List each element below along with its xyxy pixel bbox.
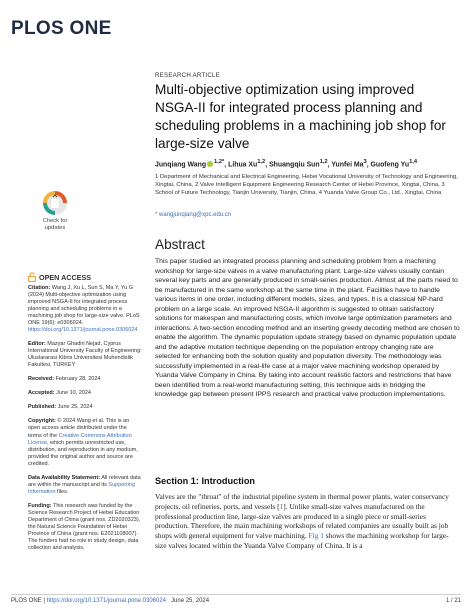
- copyright-block: [28, 418, 142, 467]
- supporting-info-link[interactable]: Supporting Information: [28, 481, 136, 495]
- abstract-heading: Abstract: [155, 237, 205, 252]
- intro-text-b: ]. Unlike small-size valves manufactured on the professional production line, large-size valves are produced in a single piece or small-series production. Therefore, the main machining workshops of related companies are usually built as job shops with general equipment for valve machining.: [155, 501, 449, 541]
- published-block: [28, 404, 142, 411]
- citation-label: Citation:: [28, 285, 51, 291]
- orcid-icon[interactable]: [207, 161, 213, 167]
- article-metadata: [28, 285, 142, 559]
- figure-link[interactable]: Fig 1: [308, 531, 324, 541]
- accepted-block: [28, 390, 142, 397]
- received-block: [28, 376, 142, 383]
- intro-text-c: shows the machining workshop for large-size valves located within the Yuanda Valve Company of China. It is a: [155, 531, 449, 550]
- check-updates-icon: [42, 190, 68, 216]
- author-name[interactable]: Junqiang Wang: [155, 161, 207, 169]
- author-affil-sup: 1,2: [257, 159, 266, 165]
- check-updates-line1: Check for: [42, 218, 68, 224]
- author-name[interactable]: Guofeng Yu: [370, 161, 410, 169]
- page-footer: PLOS ONE | https://doi.org/10.1371/journal.pone.0306024 June 25, 2024 1 / 21: [11, 598, 461, 604]
- received-date: February 28, 2024: [55, 376, 101, 383]
- editor-text: Mazyar Ghadiri Nejad, Cyprus International University Faculty of Engineering: Uluslararasi Kibris Universitesi Muhendislik Fakultesi, TURKEY: [28, 341, 142, 369]
- article-title: Multi-objective optimization using improved NSGA-II for integrated process planning and scheduling problems in a machining job shop for large-size valve: [155, 82, 446, 151]
- footer-journal: PLOS ONE: [11, 598, 42, 604]
- citation-block: [28, 285, 142, 334]
- intro-paragraph: [155, 492, 460, 551]
- footer-doi-link[interactable]: https://doi.org/10.1371/journal.pone.0306024: [46, 598, 167, 604]
- data-availability-block: [28, 475, 142, 496]
- data-availability-label: Data Availability Statement:: [28, 474, 101, 481]
- published-date: June 25, 2024: [57, 404, 93, 411]
- abstract-text: This paper studied an integrated process planning and scheduling problem from a machining workshop for large-size valves in a valve manufacturing plant. Large-size valves usually contain several key parts and are generally produced in small-series production. Almost all the parts need to be manufactured in the same workshop at the same time in the plant. Facilities have to handle various items in one order, including different models, sizes, and types. It is a classical NP-hard problem on a large scale. An improved NSGA-II algorithm is suggested to obtain satisfactory solutions for makespan and manufacturing costs, which involve large optimization parameters and interactions. A two-section encoding method and an inserting greedy decoding method are chosen to enable the algorithm. The dynamic population update strategy based on dynamic population update and the adaptive mutation technique depending on the population entropy changing rate are selected for enhancing both the solution quality and population diversity. The methodology was successfully implemented in a real-life case at a major valve machining workshop operated by Yuanda Valve Company in China. By taking into account realistic factors and restrictions that have been identified from a real-world manufacturing setting, this technique aids in bridging the knowledge gap between present IPPS research and practical valve production implementations.: [155, 258, 460, 398]
- accepted-date: June 10, 2024: [56, 390, 91, 397]
- citation-doi-link[interactable]: https://doi.org/10.1371/journal.pone.0306024: [28, 327, 138, 334]
- open-access-text: OPEN ACCESS: [39, 272, 92, 282]
- journal-logo[interactable]: PLOS ONE: [11, 18, 112, 39]
- citation-text: Wang J, Xu L, Sun S, Ma Y, Yu G (2024) Multi-objective optimization using improved NSGA-II for integrated process planning and scheduling problems in a machining job shop for large-size valve. PLoS ONE 19(6): e0306024.: [28, 285, 140, 327]
- editor-block: [28, 341, 142, 369]
- data-availability-text-b: files.: [57, 488, 69, 495]
- copyright-text-b: , which permits unrestricted use, distribution, and reproduction in any medium, provided the original author and source are credited.: [28, 439, 138, 467]
- page-number: 1 / 21: [445, 598, 461, 604]
- check-updates-badge[interactable]: [28, 190, 140, 231]
- article-type: RESEARCH ARTICLE: [155, 72, 220, 79]
- editor-label: Editor:: [28, 341, 46, 348]
- author-affil-sup: 1,4: [409, 159, 418, 165]
- author-list: Junqiang Wang $^{1,2*}$, Lihua Xu$^{1,2}$, Shuangqiu Sun$^{1,2}$, Yunfei Ma$^3$, Guofeng Yu$^{1,4}$: [155, 159, 418, 169]
- funding-label: Funding:: [28, 502, 52, 509]
- funding-text: This research was funded by the Science Research Project of Hebei Education Department of China (grant nos. ZD2020323), the Natural Science Foundation of Hebei Province of China (grant nos. E2021108007). The funders had no role in study design, data collection and analysis,: [28, 502, 141, 551]
- open-lock-icon: [28, 272, 36, 282]
- open-access-label: [28, 272, 91, 282]
- footer-divider: [11, 594, 461, 595]
- author-affil-sup: 3: [363, 159, 367, 165]
- author-affil-sup: 1,2*: [214, 159, 225, 165]
- affiliations: 1 Department of Mechanical and Electrical Engineering, Hebei Vocational University of Technology and Engineering, Xingtai, China, 2 Valve Intelligent Equipment Engineering Research Center of Hebei Province, Xingtai, China, 3 School of Future Technology, Tianjin University, Tianjin, China, 4 Yuanda Valve Group Co., Ltd., Xingtai, China: [155, 174, 458, 196]
- section-heading: Section 1: Introduction: [155, 476, 256, 486]
- reference-link[interactable]: 1: [279, 501, 284, 511]
- author-affil-sup: 1,2: [319, 159, 328, 165]
- footer-date: June 25, 2024: [171, 598, 210, 604]
- intro-text-a: Valves are the "throat" of the industrial pipeline system in thermal power plants, water conservancy projects, oil refineries, ports, and vessels [: [155, 492, 449, 511]
- accepted-label: Accepted:: [28, 390, 55, 397]
- published-label: Published:: [28, 404, 57, 411]
- author-name[interactable]: Shuangqiu Sun: [269, 161, 320, 169]
- cc-license-link[interactable]: Creative Commons Attribution License: [28, 432, 132, 446]
- copyright-label: Copyright:: [28, 418, 56, 425]
- author-name[interactable]: Lihua Xu: [228, 161, 258, 169]
- data-availability-text-a: All relevant data are within the manuscript and its: [28, 474, 141, 488]
- check-updates-line2: updates: [44, 224, 66, 231]
- received-label: Received:: [28, 376, 54, 383]
- author-name[interactable]: Yunfei Ma: [331, 161, 364, 169]
- funding-block: [28, 503, 142, 552]
- corresponding-email[interactable]: * wangjunqiang@xpc.edu.cn: [155, 212, 232, 218]
- copyright-text-a: © 2024 Wang et al. This is an open access article distributed under the terms of the: [28, 418, 130, 439]
